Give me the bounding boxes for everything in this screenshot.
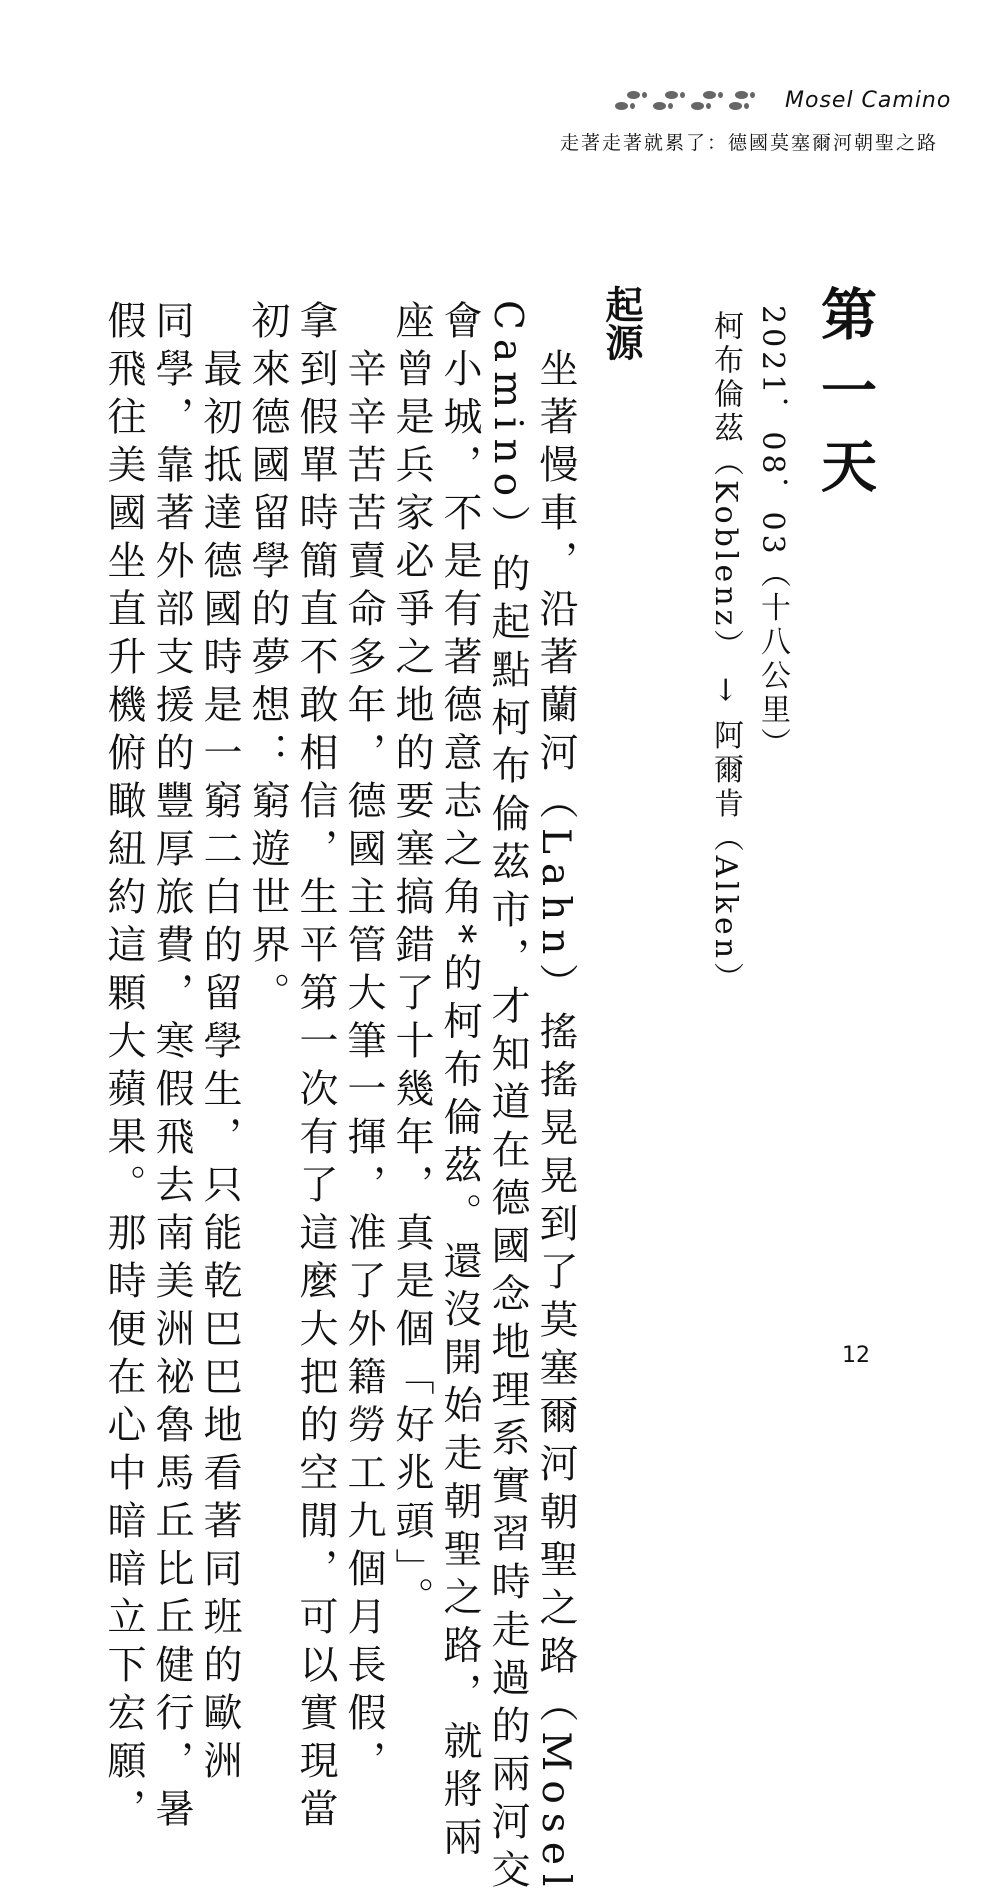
body-line: 假飛往美國坐直升機俯瞰紐約這顆大蘋果。那時便在心中暗暗立下宏願， [101, 300, 146, 1836]
page-number: 12 [842, 1343, 870, 1368]
body-line: 初來德國留學的夢想：窮遊世界。 [245, 300, 290, 1020]
body-line: 坐著慢車，沿著蘭河（Lahn）搖搖晃晃到了莫塞爾河朝聖之路（Mosel [533, 300, 578, 1896]
chapter-title: 第一天 [812, 285, 878, 513]
footprints-icon [605, 88, 755, 118]
running-header-book-title: 走著走著就累了：德國莫塞爾河朝聖之路 [559, 132, 938, 154]
body-line: 座曾是兵家必爭之地的要塞搞錯了十幾年，真是個「好兆頭」。 [389, 300, 434, 1625]
body-line: 辛辛苦苦賣命多年，德國主管大筆一揮，准了外籍勞工九個月長假， [341, 300, 386, 1788]
section-heading: 起源 [599, 285, 644, 361]
running-header-series: Mosel Camino [785, 88, 952, 113]
body-line: 最初抵達德國時是一窮二白的留學生，只能乾巴巴地看著同班的歐洲 [197, 300, 242, 1788]
body-line: Camino）的起點柯布倫茲市，才知道在德國念地理系實習時走過的兩河交 [485, 300, 530, 1897]
body-line: 拿到假單時簡直不敢相信，生平第一次有了這麼大把的空閒，可以實現當 [293, 300, 338, 1836]
chapter-date: 2021．08．03（十八公里） [755, 305, 790, 762]
chapter-route: 柯布倫茲（Koblenz） → 阿爾肯（Alken） [708, 310, 743, 997]
body-line: 會小城，不是有著德意志之角*的柯布倫茲。還沒開始走朝聖之路，就將兩 [437, 300, 482, 1865]
body-line: 同學，靠著外部支援的豐厚旅費，寒假飛去南美洲祕魯馬丘比丘健行，暑 [149, 300, 194, 1836]
